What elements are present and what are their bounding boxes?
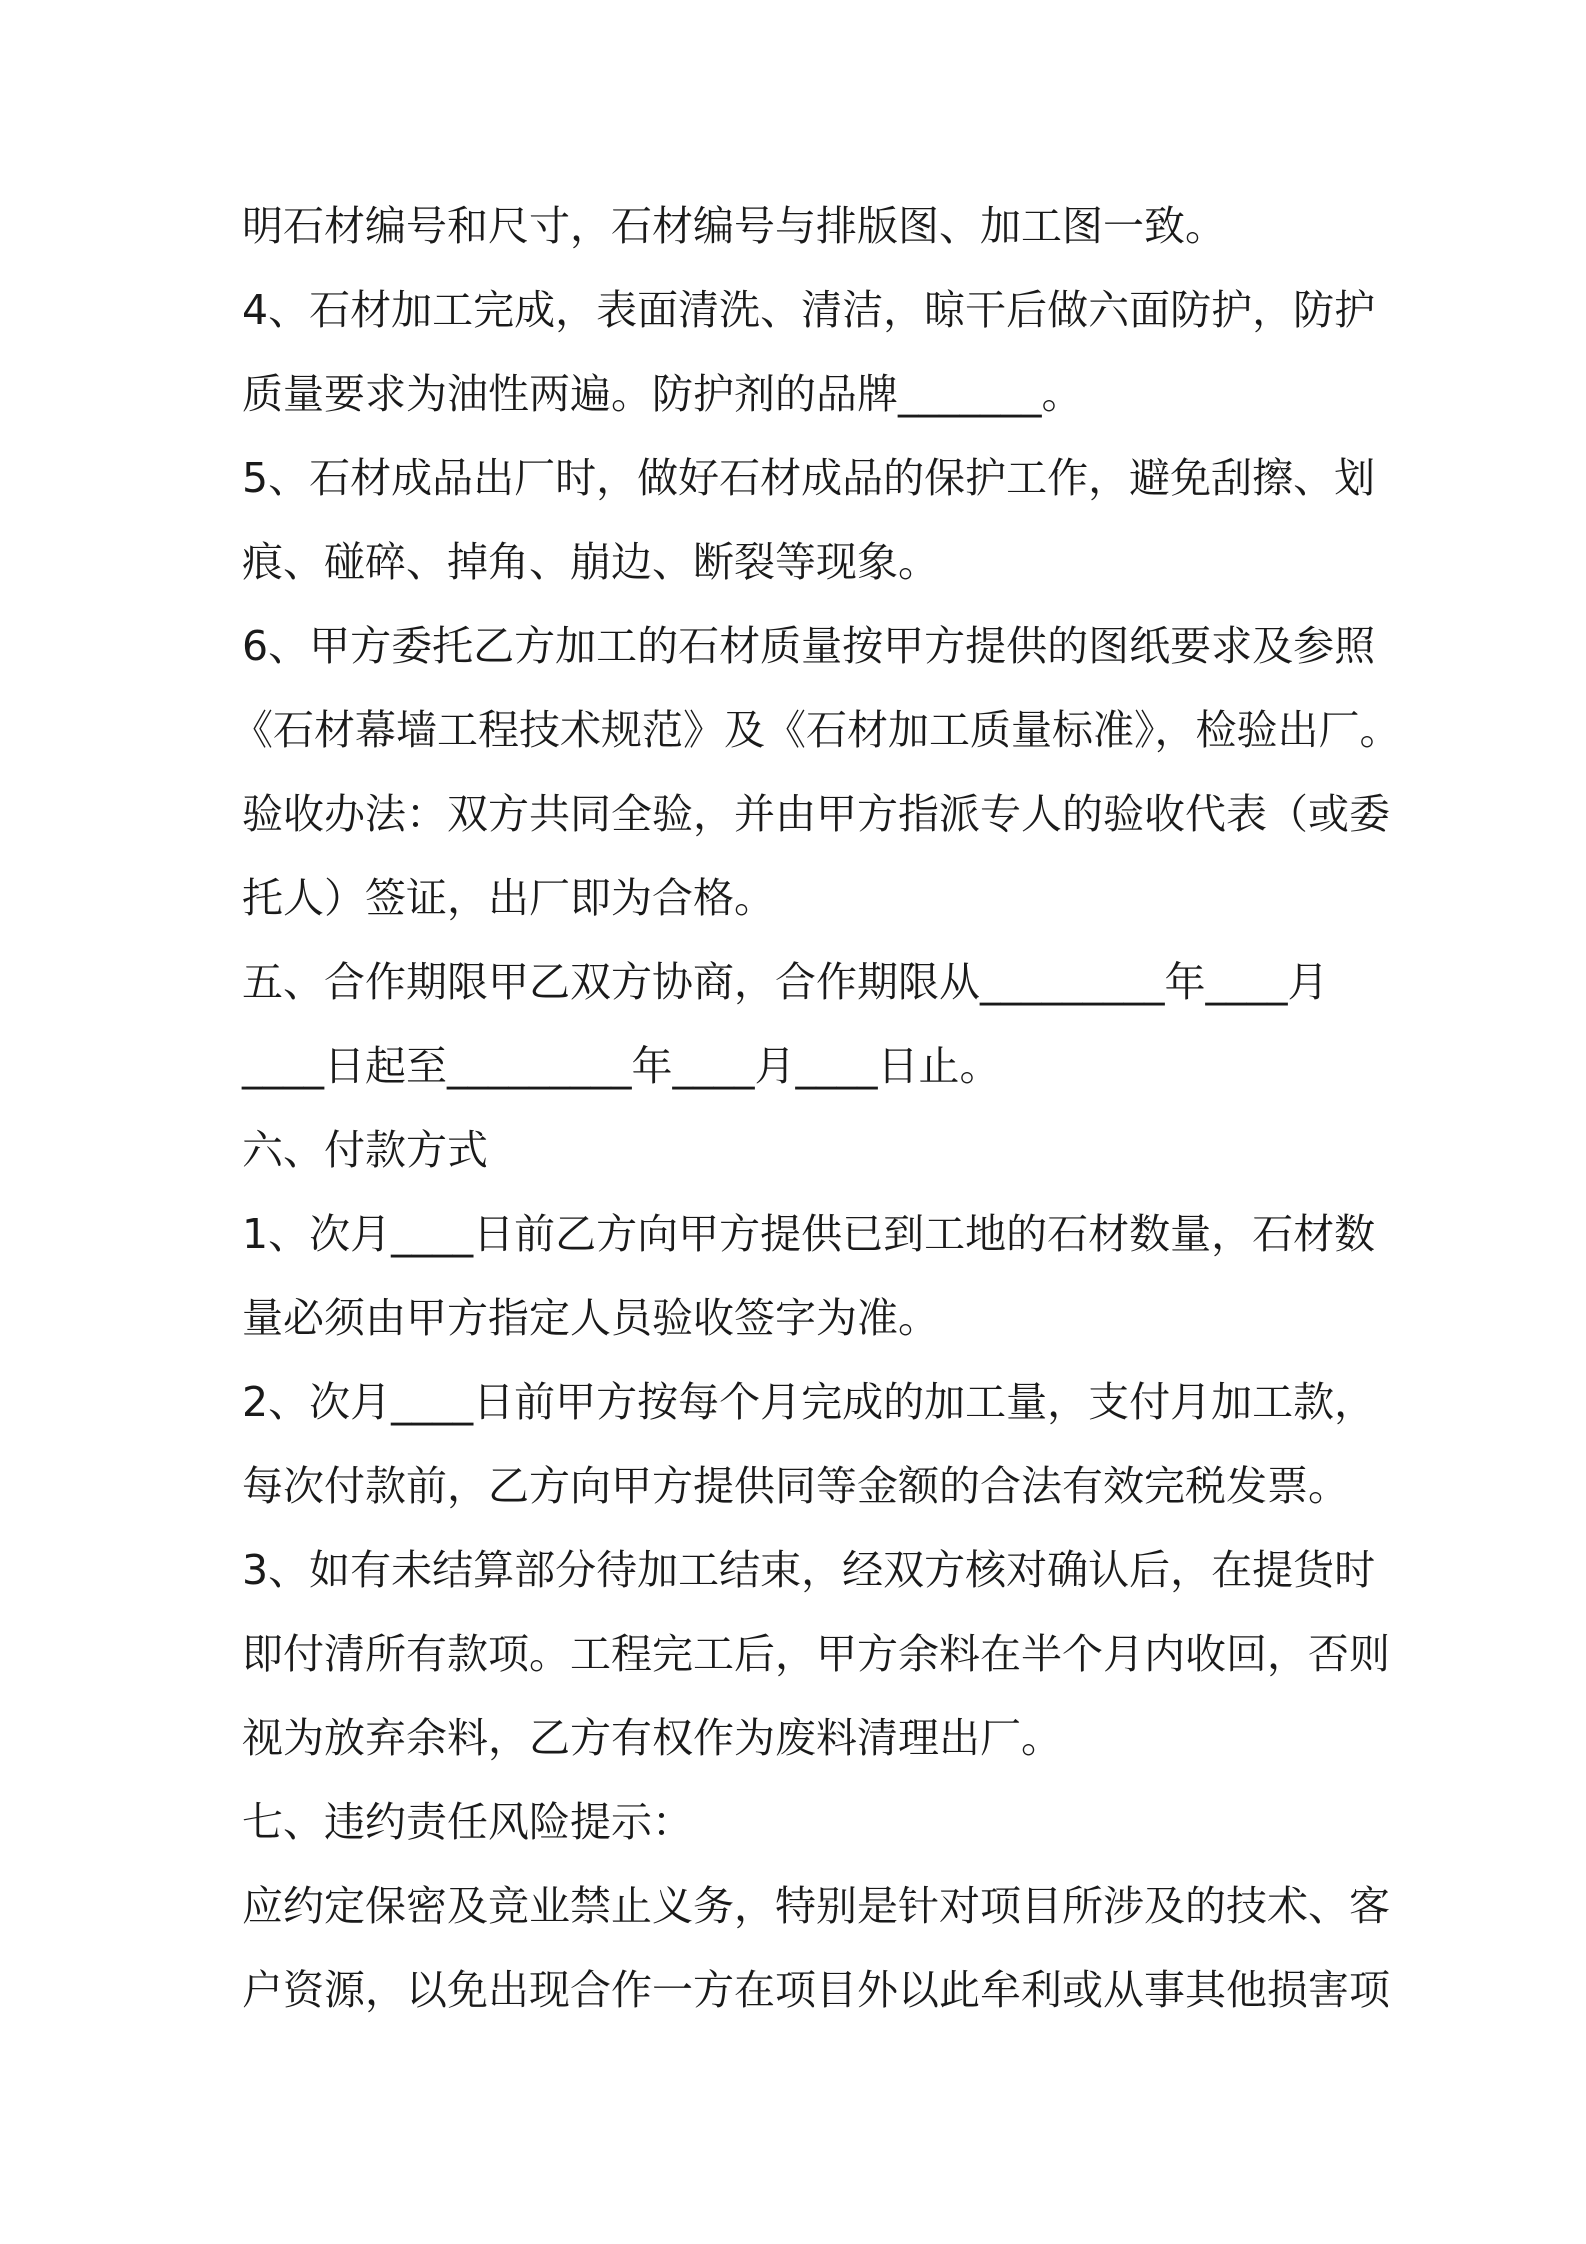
text-line: 2、次月____日前甲方按每个月完成的加工量，支付月加工款，: [242, 1378, 1376, 1426]
text-line: 托人）签证，出厂即为合格。: [242, 874, 775, 922]
text-line: 《石材幕墙工程技术规范》及《石材加工质量标准》，检验出厂。: [232, 706, 1401, 754]
text-line: 即付清所有款项。工程完工后，甲方余料在半个月内收回，否则: [242, 1630, 1390, 1678]
text-line: 验收办法：双方共同全验，并由甲方指派专人的验收代表（或委: [242, 790, 1390, 838]
text-line: 1、次月____日前乙方向甲方提供已到工地的石材数量，石材数: [242, 1210, 1376, 1258]
text-line: 每次付款前，乙方向甲方提供同等金额的合法有效完税发票。: [242, 1462, 1349, 1510]
text-line: 6、甲方委托乙方加工的石材质量按甲方提供的图纸要求及参照: [242, 622, 1376, 670]
text-line: 明石材编号和尺寸，石材编号与排版图、加工图一致。: [242, 202, 1226, 250]
text-line: 3、如有未结算部分待加工结束，经双方核对确认后，在提货时: [242, 1546, 1376, 1594]
text-line: 应约定保密及竞业禁止义务，特别是针对项目所涉及的技术、客: [242, 1882, 1390, 1930]
section-heading: 六、付款方式: [242, 1126, 488, 1174]
text-line: 户资源，以免出现合作一方在项目外以此牟利或从事其他损害项: [242, 1966, 1390, 2014]
text-line: 5、石材成品出厂时，做好石材成品的保护工作，避免刮擦、划: [242, 454, 1376, 502]
text-line: 质量要求为油性两遍。防护剂的品牌_______。: [242, 370, 1083, 418]
text-line: 视为放弃余料，乙方有权作为废料清理出厂。: [242, 1714, 1062, 1762]
text-line: 4、石材加工完成，表面清洗、清洁，晾干后做六面防护，防护: [242, 286, 1376, 334]
text-line: 量必须由甲方指定人员验收签字为准。: [242, 1294, 939, 1342]
section-heading: 七、违约责任风险提示：: [242, 1798, 693, 1846]
text-line: ____日起至_________年____月____日止。: [242, 1042, 1001, 1090]
text-line: 五、合作期限甲乙双方协商，合作期限从_________年____月: [242, 958, 1329, 1006]
text-line: 痕、碰碎、掉角、崩边、断裂等现象。: [242, 538, 939, 586]
